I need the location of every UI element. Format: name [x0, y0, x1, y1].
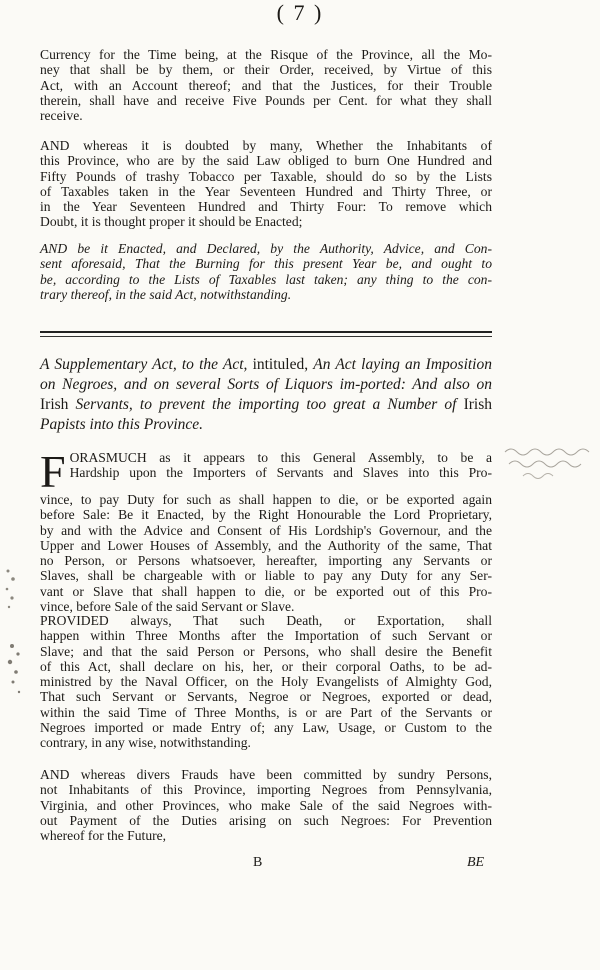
- act-title-intituled: intituled,: [252, 356, 314, 373]
- paragraph-enacted-declared: [40, 241, 492, 302]
- text-line: ney that shall be by them, or their Order, received, by Virtue of this: [40, 62, 492, 78]
- text-line: ministred by the Naval Officer, on the Holy Evangelists of Almighty God,: [40, 674, 492, 690]
- text-line: therein, shall have and receive Five Pounds per Cent. for what they shall: [40, 92, 492, 108]
- text-line: AND be it Enacted, and Declared, by the Authority, Advice, and Con-: [40, 241, 492, 256]
- text-line: this Province, who are by the said Law obliged to burn One Hundred and: [40, 153, 492, 169]
- act-title-part: Servants, to prevent the importing too great a Number of: [68, 396, 464, 413]
- ink-blot-icon: [4, 640, 26, 700]
- drop-cap: F: [40, 446, 66, 497]
- text-line: whereof for the Future,: [40, 828, 167, 844]
- paragraph-provided: [40, 613, 492, 751]
- text-line: Doubt, it is thought proper it should be Enacted;: [40, 214, 303, 230]
- paragraph-forasmuch: [40, 446, 492, 615]
- text-line: within the said Time of Three Months, is or are Part of the Servants or: [40, 704, 492, 720]
- text-line: PROVIDED always, That such Death, or Exportation, shall: [40, 613, 492, 628]
- text-line: no Person, or Persons whatsoever, hereafter, importing any Servants or: [40, 553, 492, 569]
- text-line: Fifty Pounds of trashy Tobacco per Taxable, should do so by the Lists: [40, 168, 492, 184]
- act-title-part: An Act laying an Imposition on Negroes, and on several Sorts of Liquors im-ported: And also on: [40, 356, 492, 393]
- text-line: AND whereas it is doubted by many, Whether the Inhabitants of: [40, 138, 492, 153]
- text-line: Currency for the Time being, at the Risque of the Province, all the Mo-: [40, 47, 492, 62]
- section-divider-thick: [40, 331, 492, 333]
- ink-smudge: [4, 640, 26, 702]
- text-line: of Taxables taken in the Year Seventeen Hundred and Thirty Three, or: [40, 183, 492, 199]
- text-line: trary thereof, in the said Act, notwithstanding.: [40, 286, 292, 302]
- paragraph-currency: [40, 47, 492, 123]
- text-line: Slaves, shall be chargeable with or liable to pay any Duty for any Ser-: [40, 568, 492, 584]
- catchword: BE: [467, 855, 485, 870]
- ink-smudge: [2, 565, 20, 617]
- text-line: vant or Slave that shall happen to die, or be exported out of this Pro-: [40, 583, 492, 599]
- text-line: not Inhabitants of this Province, importing Negroes from Pennsylvania,: [40, 782, 492, 798]
- act-title-part: Papists into this Province.: [40, 416, 204, 433]
- text-line: before Sale: Be it Enacted, by the Right Honourable the Lord Proprietary,: [40, 507, 492, 523]
- paragraph-frauds: [40, 767, 492, 843]
- ink-blot-icon: [2, 565, 20, 615]
- text-line: That such Servant or Servants, Negroe or Negroes, exported or dead,: [40, 689, 492, 705]
- text-line: in the Year Seventeen Hundred and Thirty Four: To remove which: [40, 199, 492, 215]
- marginal-handwriting: [503, 444, 598, 483]
- text-line: ORASMUCH as it appears to this General Assembly, to be a: [69, 450, 492, 465]
- paragraph-whereas-doubted: [40, 138, 492, 230]
- act-title: [40, 355, 492, 435]
- page-number: ( 7 ): [276, 0, 324, 25]
- act-title-part: A Supplementary Act, to the Act,: [40, 356, 253, 373]
- text-line: Hardship upon the Importers of Servants and Slaves into this Pro-: [69, 465, 492, 481]
- text-line: Act, with an Account thereof; and that the Justices, for their Trouble: [40, 77, 492, 93]
- text-line: AND whereas divers Frauds have been committed by sundry Persons,: [40, 767, 492, 782]
- text-line: Upper and Lower Houses of Assembly, and the Authority of the same, That: [40, 537, 492, 553]
- text-line: happen within Three Months after the Importation of such Servant or: [40, 628, 492, 644]
- act-title-irish: Irish: [463, 396, 492, 413]
- text-line: of this Act, shall declare on his, her, or their corporal Oaths, to be ad-: [40, 658, 492, 674]
- text-line: Slave; and that the said Person or Persons, who shall desire the Benefit: [40, 643, 492, 659]
- text-line: vince, before Sale of the said Servant or Slave.: [40, 599, 295, 615]
- section-divider-thin: [40, 336, 492, 337]
- signature-mark: B: [253, 855, 263, 870]
- text-line: by and with the Advice and Consent of His Lordship's Governour, and the: [40, 522, 492, 538]
- text-line: Negroes imported or made Entry of; any Law, Usage, or Custom to the: [40, 720, 492, 736]
- text-line: Virginia, and other Provinces, who make Sale of the said Negroes with-: [40, 797, 492, 813]
- text-line: be, according to the Lists of Taxables last taken; any thing to the con-: [40, 271, 492, 287]
- act-title-irish: Irish: [40, 396, 69, 413]
- text-line: contrary, in any wise, notwithstanding.: [40, 735, 251, 751]
- text-line: vince, to pay Duty for such as shall happen to die, or be exported again: [40, 492, 492, 507]
- text-line: receive.: [40, 108, 83, 124]
- text-line: out Payment of the Duties arising on such Negroes: For Prevention: [40, 812, 492, 828]
- text-line: sent aforesaid, That the Burning for this present Year be, and ought to: [40, 256, 492, 272]
- handwriting-scribble-icon: [503, 444, 598, 480]
